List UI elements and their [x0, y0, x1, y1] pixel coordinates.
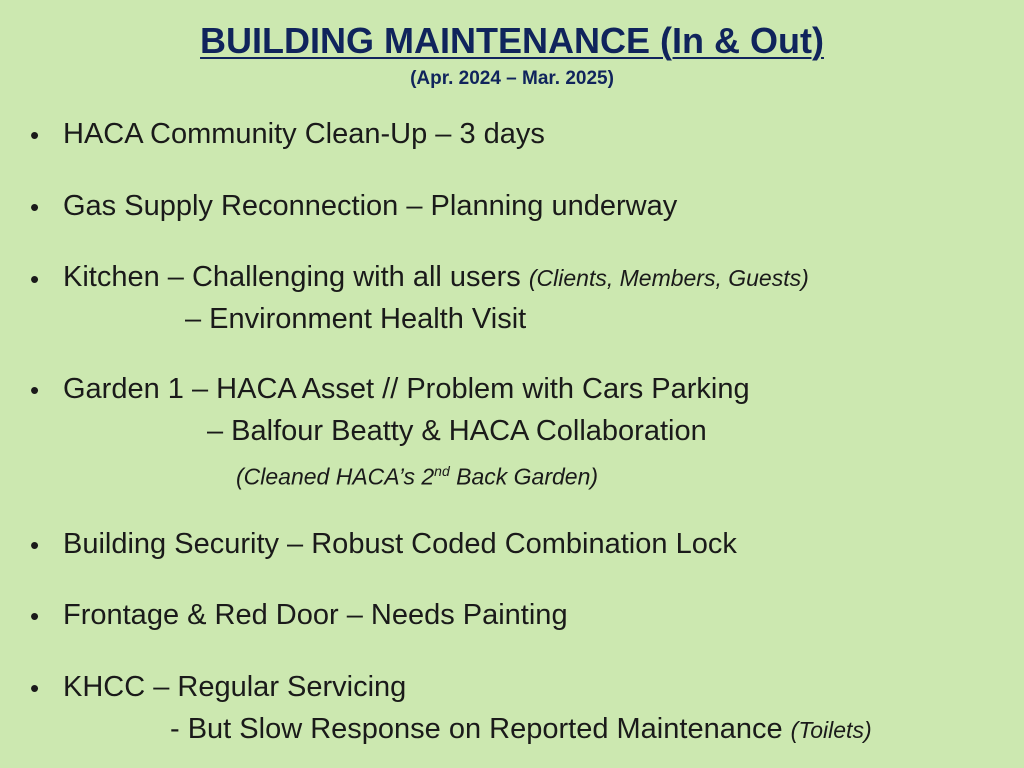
list-item-text: Building Security – Robust Coded Combination Lock [63, 528, 737, 560]
bullet-icon: • [30, 673, 40, 703]
list-item-note: (Clients, Members, Guests) [528, 265, 809, 291]
list-item [63, 261, 809, 294]
slide-title: BUILDING MAINTENANCE (In & Out) [200, 20, 824, 61]
list-item-text: HACA Community Clean-Up – 3 days [63, 118, 545, 150]
list-item-text: KHCC – Regular Servicing [63, 671, 407, 703]
bullet-icon: • [30, 375, 40, 405]
list-item-note [236, 463, 598, 491]
bullet-icon: • [30, 264, 40, 294]
list-item-subline: – Environment Health Visit [185, 303, 527, 335]
bullet-icon: • [30, 530, 40, 560]
list-item-text: Gas Supply Reconnection – Planning underway [63, 190, 678, 222]
note-post: Back Garden) [449, 463, 599, 490]
list-item-subline [170, 713, 872, 746]
list-item-text: Frontage & Red Door – Needs Painting [63, 599, 568, 631]
slide-subtitle: (Apr. 2024 – Mar. 2025) [410, 68, 614, 89]
note-pre: (Cleaned HACA’s 2 [236, 463, 435, 490]
list-item-text: Garden 1 – HACA Asset // Problem with Cars Parking [63, 373, 750, 405]
note-sup: nd [434, 463, 450, 479]
list-item-subline-text: - But Slow Response on Reported Maintenance [170, 713, 783, 745]
list-item-note: (Toilets) [790, 717, 872, 743]
list-item-subline: – Balfour Beatty & HACA Collaboration [207, 415, 707, 447]
bullet-icon: • [30, 120, 40, 150]
bullet-icon: • [30, 601, 40, 631]
list-item-text: Kitchen – Challenging with all users [63, 261, 521, 293]
bullet-icon: • [30, 192, 40, 222]
